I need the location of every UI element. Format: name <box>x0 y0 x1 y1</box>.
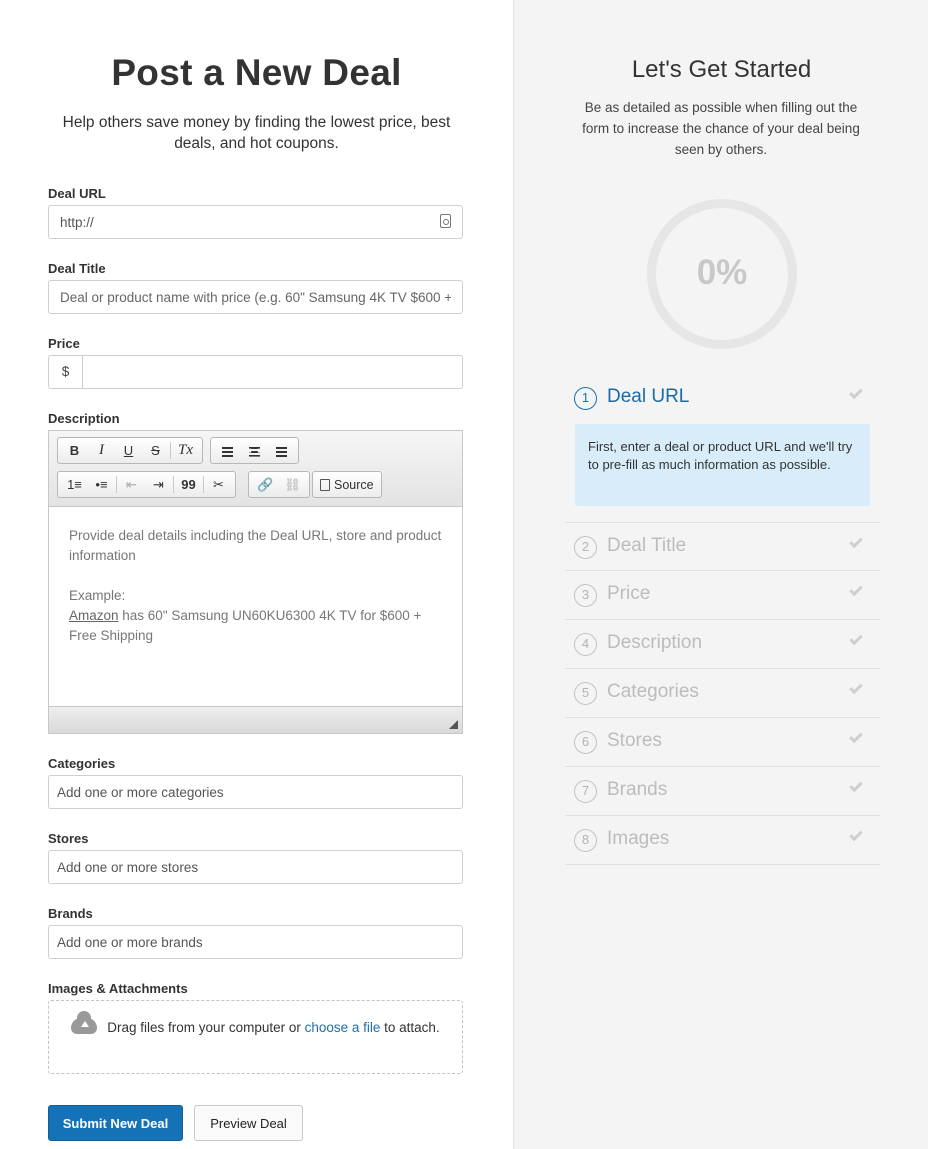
strikethrough-button[interactable]: S <box>151 443 160 458</box>
cut-button[interactable]: ✂ <box>213 477 224 492</box>
progress-panel <box>513 0 928 1149</box>
step-label: Stores <box>607 730 662 751</box>
step-label: Categories <box>607 681 699 702</box>
editor-example-text <box>69 606 449 646</box>
step-images[interactable] <box>565 816 880 865</box>
align-center-button[interactable] <box>241 438 268 463</box>
categories-label: Categories <box>48 756 116 771</box>
file-dropzone[interactable] <box>48 1000 463 1074</box>
editor-placeholder-text: Provide deal details including the Deal URL, store and product information <box>69 528 442 563</box>
source-button[interactable] <box>316 478 378 492</box>
step-number: 5 <box>574 682 597 705</box>
editor-example-label: Example: <box>69 588 126 603</box>
check-icon <box>849 779 862 792</box>
deal-title-input[interactable] <box>48 280 463 314</box>
editor-example-rest: has 60" Samsung UN60KU6300 4K TV for $600 + Free Shipping <box>69 608 422 643</box>
editor-toolbar <box>49 431 462 507</box>
link-button[interactable]: 🔗 <box>257 477 274 492</box>
price-label: Price <box>48 336 80 351</box>
italic-button[interactable]: I <box>99 442 104 458</box>
step-number: 2 <box>574 536 597 559</box>
editor-content[interactable] <box>69 526 449 646</box>
preview-deal-button[interactable]: Preview Deal <box>194 1105 303 1141</box>
progress-percent: 0% <box>696 253 748 292</box>
step-hint: First, enter a deal or product URL and we'll try to pre-fill as much information as possible. <box>575 424 870 506</box>
brands-label: Brands <box>48 906 93 921</box>
step-label: Images <box>607 828 670 849</box>
price-input[interactable] <box>82 355 463 389</box>
step-deal-title[interactable] <box>565 522 880 571</box>
bold-button[interactable]: B <box>69 443 80 458</box>
step-stores[interactable] <box>565 718 880 767</box>
align-center-icon <box>249 447 260 457</box>
indent-button[interactable]: ⇥ <box>153 477 164 492</box>
check-icon <box>849 632 862 645</box>
link-group <box>248 471 310 498</box>
resize-handle-icon[interactable] <box>449 720 458 729</box>
description-label: Description <box>48 411 120 426</box>
bulleted-list-button[interactable]: •≡ <box>95 477 108 492</box>
step-number: 4 <box>574 633 597 656</box>
unlink-button[interactable]: ⛓ <box>284 477 301 492</box>
align-group <box>210 437 299 464</box>
step-description[interactable] <box>565 620 880 669</box>
remove-format-button[interactable]: Tx <box>178 442 193 458</box>
align-right-icon <box>276 447 287 457</box>
deal-title-label: Deal Title <box>48 261 106 276</box>
dropzone-text: Drag files from your computer or <box>107 1020 305 1035</box>
cloud-upload-icon <box>71 1018 97 1034</box>
categories-input[interactable] <box>48 775 463 809</box>
check-icon <box>849 730 862 743</box>
align-left-button[interactable] <box>214 438 241 463</box>
stores-label: Stores <box>48 831 89 846</box>
check-icon <box>849 681 862 694</box>
source-button-label: Source <box>334 477 374 492</box>
numbered-list-button[interactable]: 1≡ <box>67 477 82 492</box>
page-title: Post a New Deal <box>111 52 402 93</box>
step-number: 8 <box>574 829 597 852</box>
choose-file-link[interactable]: choose a file <box>304 1020 381 1035</box>
autofill-icon <box>440 214 451 228</box>
check-icon <box>849 828 862 841</box>
check-icon <box>849 583 862 596</box>
step-number: 1 <box>574 387 597 410</box>
description-editor <box>48 430 463 734</box>
align-right-button[interactable] <box>268 438 295 463</box>
align-left-icon <box>222 447 233 457</box>
currency-addon: $ <box>48 355 83 389</box>
attachments-label: Images & Attachments <box>48 981 188 996</box>
outdent-button[interactable]: ⇤ <box>126 477 137 492</box>
step-label: Description <box>607 632 703 653</box>
deal-url-input[interactable] <box>48 205 463 239</box>
toolbar-separator <box>116 476 117 493</box>
source-icon <box>320 479 330 491</box>
page-subtitle: Help others save money by finding the lowest price, best deals, and hot coupons. <box>62 114 451 152</box>
format-group <box>57 437 203 464</box>
check-icon <box>849 535 862 548</box>
step-number: 6 <box>574 731 597 754</box>
editor-footer <box>49 706 462 733</box>
step-number: 3 <box>574 584 597 607</box>
stores-input[interactable] <box>48 850 463 884</box>
step-label: Deal Title <box>607 535 687 556</box>
progress-subtitle: Be as detailed as possible when filling out the form to increase the chance of your deal being seen by others. <box>582 100 860 157</box>
underline-button[interactable]: U <box>123 443 134 458</box>
check-icon <box>849 386 862 399</box>
step-price[interactable] <box>565 571 880 620</box>
list-group <box>57 471 236 498</box>
progress-title: Let's Get Started <box>631 56 812 83</box>
toolbar-separator <box>203 476 204 493</box>
step-label: Deal URL <box>607 386 690 407</box>
toolbar-separator <box>170 442 171 459</box>
step-brands[interactable] <box>565 767 880 816</box>
step-number: 7 <box>574 780 597 803</box>
step-categories[interactable] <box>565 669 880 718</box>
step-label: Brands <box>607 779 668 800</box>
blockquote-button[interactable]: 99 <box>181 477 196 492</box>
step-label: Price <box>607 583 651 604</box>
toolbar-separator <box>173 476 174 493</box>
brands-input[interactable] <box>48 925 463 959</box>
source-group <box>312 471 382 498</box>
submit-deal-button[interactable]: Submit New Deal <box>48 1105 183 1141</box>
deal-url-label: Deal URL <box>48 186 106 201</box>
editor-example-link[interactable]: Amazon <box>69 608 119 623</box>
dropzone-text-end: to attach. <box>380 1020 440 1035</box>
step-deal-url[interactable] <box>565 374 880 504</box>
